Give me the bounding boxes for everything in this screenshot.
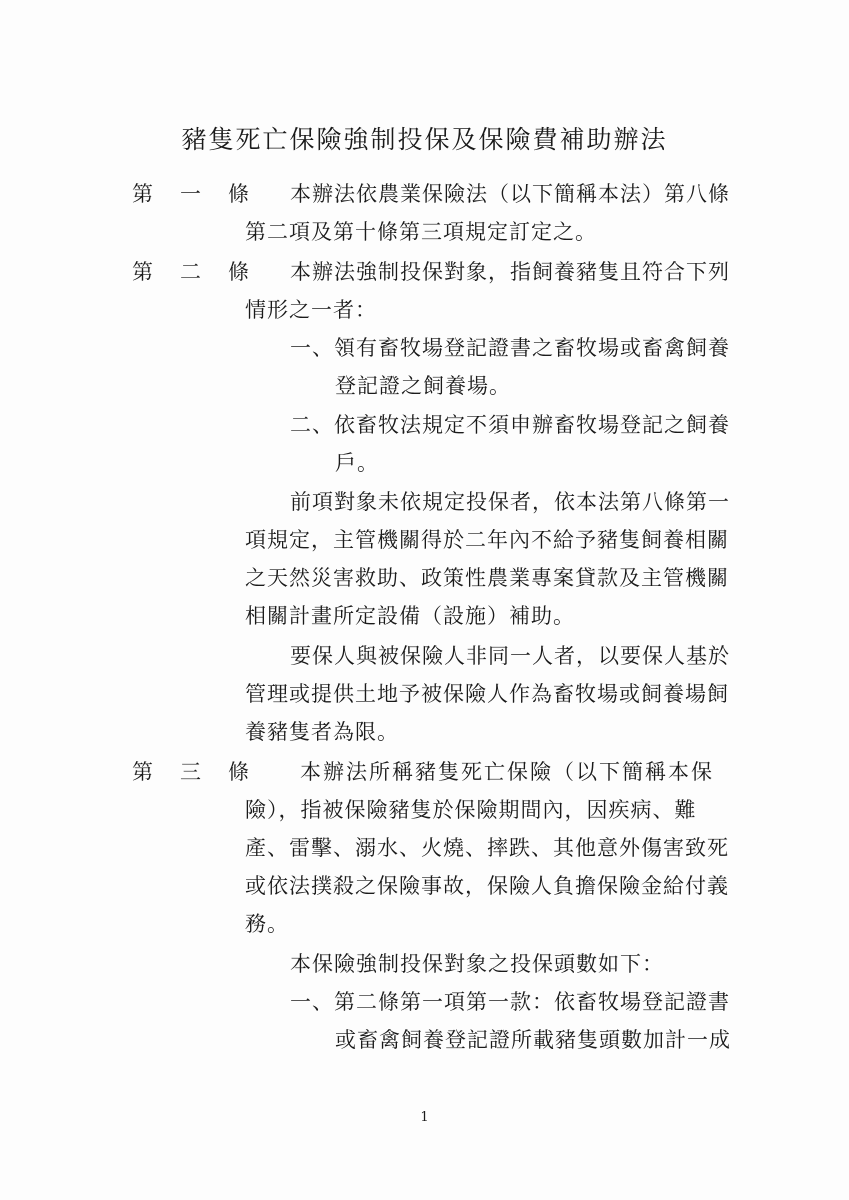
article-3-item-1-line-2: 或畜禽飼養登記證所載豬隻頭數加計一成: [335, 1028, 731, 1052]
article-3-label-di: 第: [132, 760, 153, 784]
article-2-item-2-line-1: 二、依畜牧法規定不須申辦畜牧場登記之飼養: [290, 413, 730, 437]
article-2-label: [132, 256, 276, 286]
article-3-item-1-line-1: 一、第二條第一項第一款：依畜牧場登記證書: [290, 990, 730, 1014]
article-3-para-2-line-1: 本保險強制投保對象之投保頭數如下：: [290, 952, 664, 976]
article-2-item-1-line-1: 一、領有畜牧場登記證書之畜牧場或畜禽飼養: [290, 336, 730, 360]
article-2-label-di: 第: [132, 260, 153, 284]
article-2-line-2: 情形之一者：: [245, 298, 377, 322]
page-number: 1: [420, 1110, 429, 1125]
article-2-para-2-line-3: 之天然災害救助、政策性農業專案貸款及主管機關: [245, 566, 729, 590]
article-2-para-3-line-2: 管理或提供土地予被保險人作為畜牧場或飼養場飼: [245, 682, 729, 706]
article-3-line-4: 或依法撲殺之保險事故，保險人負擔保險金給付義: [245, 874, 729, 898]
article-2-para-2-line-2: 項規定，主管機關得於二年內不給予豬隻飼養相關: [245, 528, 729, 552]
article-2-para-3-line-3: 養豬隻者為限。: [245, 720, 399, 744]
article-1-label-tiao: 條: [228, 182, 249, 206]
article-3-line-1: 本辦法所稱豬隻死亡保險（以下簡稱本保: [300, 760, 714, 784]
article-1-label: [132, 178, 276, 208]
article-3-label: [132, 756, 276, 786]
article-2-label-num: 二: [180, 260, 201, 284]
article-3-line-3: 產、雷擊、溺水、火燒、摔跌、其他意外傷害致死: [245, 836, 729, 860]
article-2-para-2-line-4: 相關計畫所定設備（設施）補助。: [245, 604, 575, 628]
article-3-label-tiao: 條: [228, 760, 249, 784]
article-2-item-1-line-2: 登記證之飼養場。: [335, 374, 511, 398]
article-2-line-1: 本辦法強制投保對象，指飼養豬隻且符合下列: [290, 260, 730, 284]
article-3-label-num: 三: [180, 760, 201, 784]
article-3-line-2: 險），指被保險豬隻於保險期間內，因疾病、難: [245, 798, 697, 822]
article-2-para-2-line-1: 前項對象未依規定投保者，依本法第八條第一: [290, 490, 730, 514]
article-2-item-2-line-2: 戶。: [335, 451, 379, 475]
page-title: 豬隻死亡保險強制投保及保險費補助辦法: [181, 125, 668, 154]
article-2-para-3-line-1: 要保人與被保險人非同一人者，以要保人基於: [290, 644, 730, 668]
article-1-label-di: 第: [132, 182, 153, 206]
article-1-line-2: 第二項及第十條第三項規定訂定之。: [245, 220, 597, 244]
article-3-line-5: 務。: [245, 912, 289, 936]
article-2-label-tiao: 條: [228, 260, 249, 284]
article-1-label-num: 一: [180, 182, 201, 206]
article-1-line-1: 本辦法依農業保險法（以下簡稱本法）第八條: [290, 182, 730, 206]
